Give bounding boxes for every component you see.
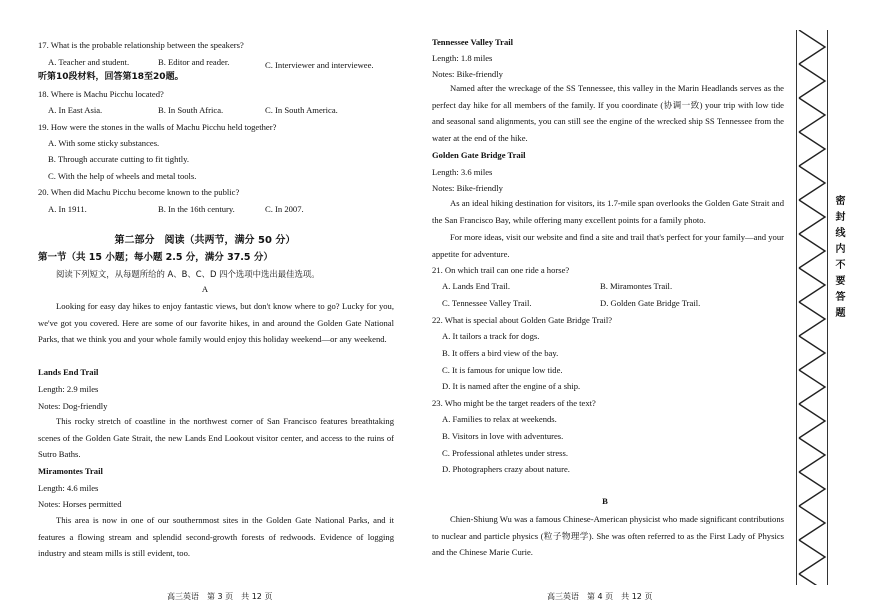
- q23-option-a: A. Families to relax at weekends.: [442, 414, 557, 424]
- trail-3-name: Tennessee Valley Trail: [432, 37, 514, 47]
- q22-option-d: D. It is named after the engine of a ship.: [442, 381, 581, 391]
- q19-option-a: A. With some sticky substances.: [48, 138, 160, 148]
- trail-1-notes: Notes: Dog-friendly: [38, 401, 108, 411]
- q21-option-d: D. Golden Gate Bridge Trail.: [600, 298, 701, 308]
- trail-4-description: As an ideal hiking destination for visitors, its 1.7-mile span overlooks the Golden Gate Strait and the San Francisco Bay, while offering many excellent points for a family photo.: [432, 198, 784, 225]
- chevron-mark: [799, 64, 825, 98]
- q23-option-b: B. Visitors in love with adventures.: [442, 431, 564, 441]
- part-two-title: 第二部分 阅读（共两节，满分 50 分）: [114, 235, 296, 246]
- q17-option-a: A. Teacher and student.: [48, 57, 130, 67]
- trail-1-name: Lands End Trail: [38, 367, 99, 377]
- trail-3-length: Length: 1.8 miles: [432, 53, 493, 63]
- chevron-mark: [799, 234, 825, 268]
- chevron-mark: [799, 98, 825, 132]
- q20-option-a: A. In 1911.: [48, 204, 87, 214]
- section-one-title: 第一节（共 15 小题；每小题 2.5 分，满分 37.5 分）: [38, 252, 273, 263]
- q22-option-c: C. It is famous for unique low tide.: [442, 365, 563, 375]
- chevron-mark: [799, 336, 825, 370]
- q21-option-c: C. Tennessee Valley Trail.: [442, 298, 532, 308]
- trail-2-notes: Notes: Horses permitted: [38, 499, 122, 509]
- chevron-mark: [799, 200, 825, 234]
- q20-option-c: C. In 2007.: [265, 204, 304, 214]
- chevron-mark: [799, 302, 825, 336]
- trail-1-description: This rocky stretch of coastline in the northwest corner of San Francisco features breathtaking scenes of the Golden Gate Strait, the new Lands End Lookout visitor center, and access to the ruins of Sutro Baths.: [38, 416, 394, 460]
- passage-b-label: B: [602, 496, 608, 506]
- q18-option-a: A. In East Asia.: [48, 105, 103, 115]
- chevron-mark: [799, 268, 825, 302]
- trail-4-notes: Notes: Bike-friendly: [432, 183, 503, 193]
- chevron-mark: [799, 404, 825, 438]
- q23-option-d: D. Photographers crazy about nature.: [442, 464, 570, 474]
- chevron-mark: [799, 574, 825, 585]
- binding-strip: [796, 30, 828, 585]
- passage-a-intro: Looking for easy day hikes to enjoy fantastic views, but don't know where to go? Lucky for you, we've got you covered. Here are some of our favorite hikes, in and around the Golden Gate National Parks, that we think you and your whole family would enjoy this holiday weekend—or any weekend.: [38, 301, 394, 345]
- trail-2-length: Length: 4.6 miles: [38, 483, 99, 493]
- q21-option-b: B. Miramontes Trail.: [600, 281, 673, 291]
- chevron-mark: [799, 506, 825, 540]
- q20-question: 20. When did Machu Picchu become known to the public?: [38, 187, 240, 197]
- q20-option-b: B. In the 16th century.: [158, 204, 235, 214]
- q19-option-b: B. Through accurate cutting to fit tightly.: [48, 154, 190, 164]
- trail-4-name: Golden Gate Bridge Trail: [432, 150, 526, 160]
- binding-chevron-pattern: [797, 30, 827, 585]
- chevron-mark: [799, 472, 825, 506]
- trail-4-length: Length: 3.6 miles: [432, 167, 493, 177]
- passage-b-text: Chien-Shiung Wu was a famous Chinese-American physicist who made significant contributions to nuclear and particle physics (粒子物理学). She was often referred to as the First Lady of Physics and the Chinese Marie Curie.: [432, 514, 784, 558]
- q22-option-b: B. It offers a bird view of the bay.: [442, 348, 559, 358]
- q17-option-c: C. Interviewer and interviewee.: [265, 60, 374, 70]
- q18-option-b: B. In South Africa.: [158, 105, 224, 115]
- q23-question: 23. Who might be the target readers of the text?: [432, 398, 596, 408]
- trail-2-description: This area is now in one of our southernmost sites in the Golden Gate National Parks, and it features a flowing stream and splendid second-growth forests of redwoods. Evidence of logging industry and steam mills is still evident, too.: [38, 515, 394, 559]
- q19-option-c: C. With the help of wheels and metal tools.: [48, 171, 197, 181]
- page-4-footer: 高三英语 第 4 页 共 12 页: [547, 592, 653, 601]
- section-instruction: 阅读下列短文，从每题所给的 A、B、C、D 四个选项中选出最佳选项。: [56, 269, 320, 279]
- trail-3-description: Named after the wreckage of the SS Tennessee, this valley in the Marin Headlands serves as the perfect day hike for all members of the family. If you coordinate (协调一致) your trip with low tide and seasonal sand alignments, you can still see the engine of the wrecked ship SS Tennessee from the water at the end of the hike.: [432, 83, 784, 144]
- q17-question: 17. What is the probable relationship between the speakers?: [38, 40, 244, 50]
- left-page: [0, 0, 410, 615]
- q23-option-c: C. Professional athletes under stress.: [442, 448, 569, 458]
- chevron-mark: [799, 132, 825, 166]
- trail-3-notes: Notes: Bike-friendly: [432, 69, 503, 79]
- q18-question: 18. Where is Machu Picchu located?: [38, 89, 164, 99]
- chevron-mark: [799, 438, 825, 472]
- chevron-mark: [799, 540, 825, 574]
- trail-2-name: Miramontes Trail: [38, 466, 103, 476]
- q18-option-c: C. In South America.: [265, 105, 338, 115]
- chevron-mark: [799, 166, 825, 200]
- q22-question: 22. What is special about Golden Gate Bridge Trail?: [432, 315, 613, 325]
- trail-1-length: Length: 2.9 miles: [38, 384, 99, 394]
- q21-option-a: A. Lands End Trail.: [442, 281, 511, 291]
- q21-question: 21. On which trail can one ride a horse?: [432, 265, 570, 275]
- chevron-mark: [799, 30, 825, 64]
- q17-option-b: B. Editor and reader.: [158, 57, 230, 67]
- page-3-footer: 高三英语 第 3 页 共 12 页: [167, 592, 273, 601]
- more-ideas-paragraph: For more ideas, visit our website and find a site and trail that's perfect for your family—and your appetite for adventure.: [432, 232, 784, 259]
- passage-a-label: A: [201, 284, 209, 294]
- listening-instruction: 听第10段材料，回答第18至20题。: [38, 72, 184, 82]
- q19-question: 19. How were the stones in the walls of Machu Picchu held together?: [38, 122, 277, 132]
- binding-warning-text: 密封线内不要答题: [833, 195, 844, 323]
- chevron-mark: [799, 370, 825, 404]
- q22-option-a: A. It tailors a track for dogs.: [442, 331, 540, 341]
